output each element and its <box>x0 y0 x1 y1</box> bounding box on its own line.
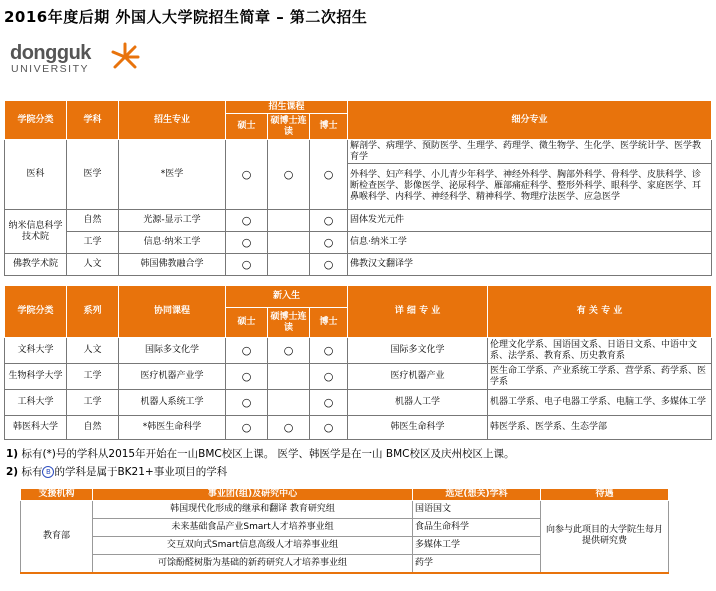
cell-doctor: ○ <box>310 390 348 416</box>
cell-benefit: 向参与此项目的大学院生每月提供研究费 <box>541 501 669 573</box>
cell-master: ○ <box>226 416 268 440</box>
header-dept: 系列 <box>67 286 119 338</box>
header-master: 硕士 <box>226 114 268 140</box>
header-detail: 详 细 专 业 <box>348 286 488 338</box>
cell-master: ○ <box>226 232 268 254</box>
header-program: 协同课程 <box>119 286 226 338</box>
cell-major: 韩国佛教融合学 <box>119 254 226 276</box>
cell-program: 国际多文化学 <box>119 338 226 364</box>
note-2-text-a: 标有 <box>21 466 43 478</box>
cell-detail: 解剖学、病理学、预防医学、生理学、药理学、微生物学、生化学、医学统计学、医学教育学 <box>348 140 712 164</box>
header-courses: 招生课程 <box>226 101 348 114</box>
cell-related: 医生命工学系、产业系统工学系、营学系、药学系、医学系 <box>488 364 712 390</box>
note-2-text-b: 的学科是属于BK21+事业项目的学科 <box>54 466 228 478</box>
cell-detail: 机器人工学 <box>348 390 488 416</box>
cell-subject: 药学 <box>413 555 541 573</box>
cell-discipline: 医学 <box>67 140 119 210</box>
cell-discipline: 自然 <box>67 210 119 232</box>
cell-major: *医学 <box>119 140 226 210</box>
cell-group: 可馀酚醛树脂为基础的新药研究人才培养事业组 <box>93 555 413 573</box>
cell-group: 未来基础食品产业Smart人才培养事业组 <box>93 519 413 537</box>
bk21-support-table <box>20 488 669 574</box>
cell-related: 机器工学系、电子电器工学系、电脑工学、多媒体工学 <box>488 390 712 416</box>
collaborative-programs-table <box>4 285 712 440</box>
cell-program: *韩医生命科学 <box>119 416 226 440</box>
header-related: 有 关 专 业 <box>488 286 712 338</box>
note-2-number: 2) <box>6 466 19 478</box>
cell-college: 文科大学 <box>5 338 67 364</box>
logo-subtitle: UNIVERSITY <box>11 63 90 75</box>
cell-college: 佛教学术院 <box>5 254 67 276</box>
cell-college: 工科大学 <box>5 390 67 416</box>
cell-detail: 信息·纳米工学 <box>348 232 712 254</box>
cell-combined: ○ <box>268 338 310 364</box>
cell-detail: 韩医生命科学 <box>348 416 488 440</box>
cell-combined: ○ <box>268 140 310 210</box>
university-logo <box>10 42 140 78</box>
header-doctor: 博士 <box>310 114 348 140</box>
cell-college: 生物科学大学 <box>5 364 67 390</box>
cell-detail: 固体发光元件 <box>348 210 712 232</box>
cell-combined: ○ <box>268 416 310 440</box>
cell-master: ○ <box>226 338 268 364</box>
cell-discipline: 工学 <box>67 232 119 254</box>
header-group: 事业团(组)及研究中心 <box>93 489 413 501</box>
bk21-circle-b-icon: B <box>42 466 54 478</box>
cell-dept: 自然 <box>67 416 119 440</box>
cell-detail: 外科学、妇产科学、小儿青少年科学、神经外科学、胸部外科学、骨科学、皮肤科学、诊断检查医学、影像医学、泌尿科学、雁部痛症科学、整形外科学、眼科学、家庭医学、耳鼻喉科学、内科学、神经科学、精神科学、物理疗法医学、应急医学 <box>348 164 712 210</box>
cell-program: 机器人系统工学 <box>119 390 226 416</box>
header-org: 支援机构 <box>21 489 93 501</box>
cell-group: 韩国现代化形成的继承和翻译 教育研究组 <box>93 501 413 519</box>
cell-detail: 佛教汉文翻译学 <box>348 254 712 276</box>
note-2 <box>6 464 227 479</box>
cell-related: 伦理文化学系、国语国文系、日语日文系、中语中文系、法学系、教育系、历史教育系 <box>488 338 712 364</box>
cell-master: ○ <box>226 364 268 390</box>
header-major: 招生专业 <box>119 101 226 140</box>
cell-major: 信息·纳米工学 <box>119 232 226 254</box>
cell-college: 纳米信息科学技术院 <box>5 210 67 254</box>
header-college: 学院分类 <box>5 101 67 140</box>
cell-college: 医科 <box>5 140 67 210</box>
cell-doctor: ○ <box>310 416 348 440</box>
cell-doctor: ○ <box>310 254 348 276</box>
cell-combined <box>268 210 310 232</box>
cell-dept: 工学 <box>67 364 119 390</box>
cell-detail: 国际多文化学 <box>348 338 488 364</box>
cell-doctor: ○ <box>310 338 348 364</box>
sunburst-logo-icon <box>110 42 140 72</box>
header-master: 硕士 <box>226 308 268 338</box>
header-subject: 选定(想关)学科 <box>413 489 541 501</box>
note-1-number: 1) <box>6 448 19 460</box>
cell-dept: 人文 <box>67 338 119 364</box>
cell-combined <box>268 390 310 416</box>
page-title: 2016年度后期 外国人大学院招生简章 – 第二次招生 <box>4 8 368 26</box>
cell-subject: 多媒体工学 <box>413 537 541 555</box>
note-1-text: 标有(*)号的学科从2015年开始在一山BMC校区上课。 医学、韩医学是在一山 BMC校区及庆州校区上课。 <box>21 448 515 460</box>
cell-major: 光源-显示工学 <box>119 210 226 232</box>
cell-doctor: ○ <box>310 210 348 232</box>
cell-dept: 工学 <box>67 390 119 416</box>
cell-master: ○ <box>226 210 268 232</box>
cell-detail: 医疗机器产业 <box>348 364 488 390</box>
header-college: 学院分类 <box>5 286 67 338</box>
cell-college: 韩医科大学 <box>5 416 67 440</box>
cell-combined <box>268 232 310 254</box>
header-doctor: 博士 <box>310 308 348 338</box>
logo-wordmark: dongguk <box>10 42 91 64</box>
cell-org: 教育部 <box>21 501 93 573</box>
cell-combined <box>268 254 310 276</box>
cell-program: 医疗机器产业学 <box>119 364 226 390</box>
cell-subject: 食品生命科学 <box>413 519 541 537</box>
cell-master: ○ <box>226 254 268 276</box>
header-combined: 硕博士连读 <box>268 114 310 140</box>
header-combined: 硕博士连读 <box>268 308 310 338</box>
admission-majors-table <box>4 100 712 276</box>
cell-doctor: ○ <box>310 232 348 254</box>
cell-doctor: ○ <box>310 364 348 390</box>
cell-subject: 国语国文 <box>413 501 541 519</box>
header-benefit: 待遇 <box>541 489 669 501</box>
header-new-students: 新入生 <box>226 286 348 308</box>
cell-master: ○ <box>226 140 268 210</box>
cell-discipline: 人文 <box>67 254 119 276</box>
cell-doctor: ○ <box>310 140 348 210</box>
cell-master: ○ <box>226 390 268 416</box>
note-1 <box>6 446 514 461</box>
cell-group: 交互双向式Smart信息高级人才培养事业组 <box>93 537 413 555</box>
header-discipline: 学科 <box>67 101 119 140</box>
header-detail: 细分专业 <box>348 101 712 140</box>
cell-related: 韩医学系、医学系、生态学部 <box>488 416 712 440</box>
cell-combined <box>268 364 310 390</box>
